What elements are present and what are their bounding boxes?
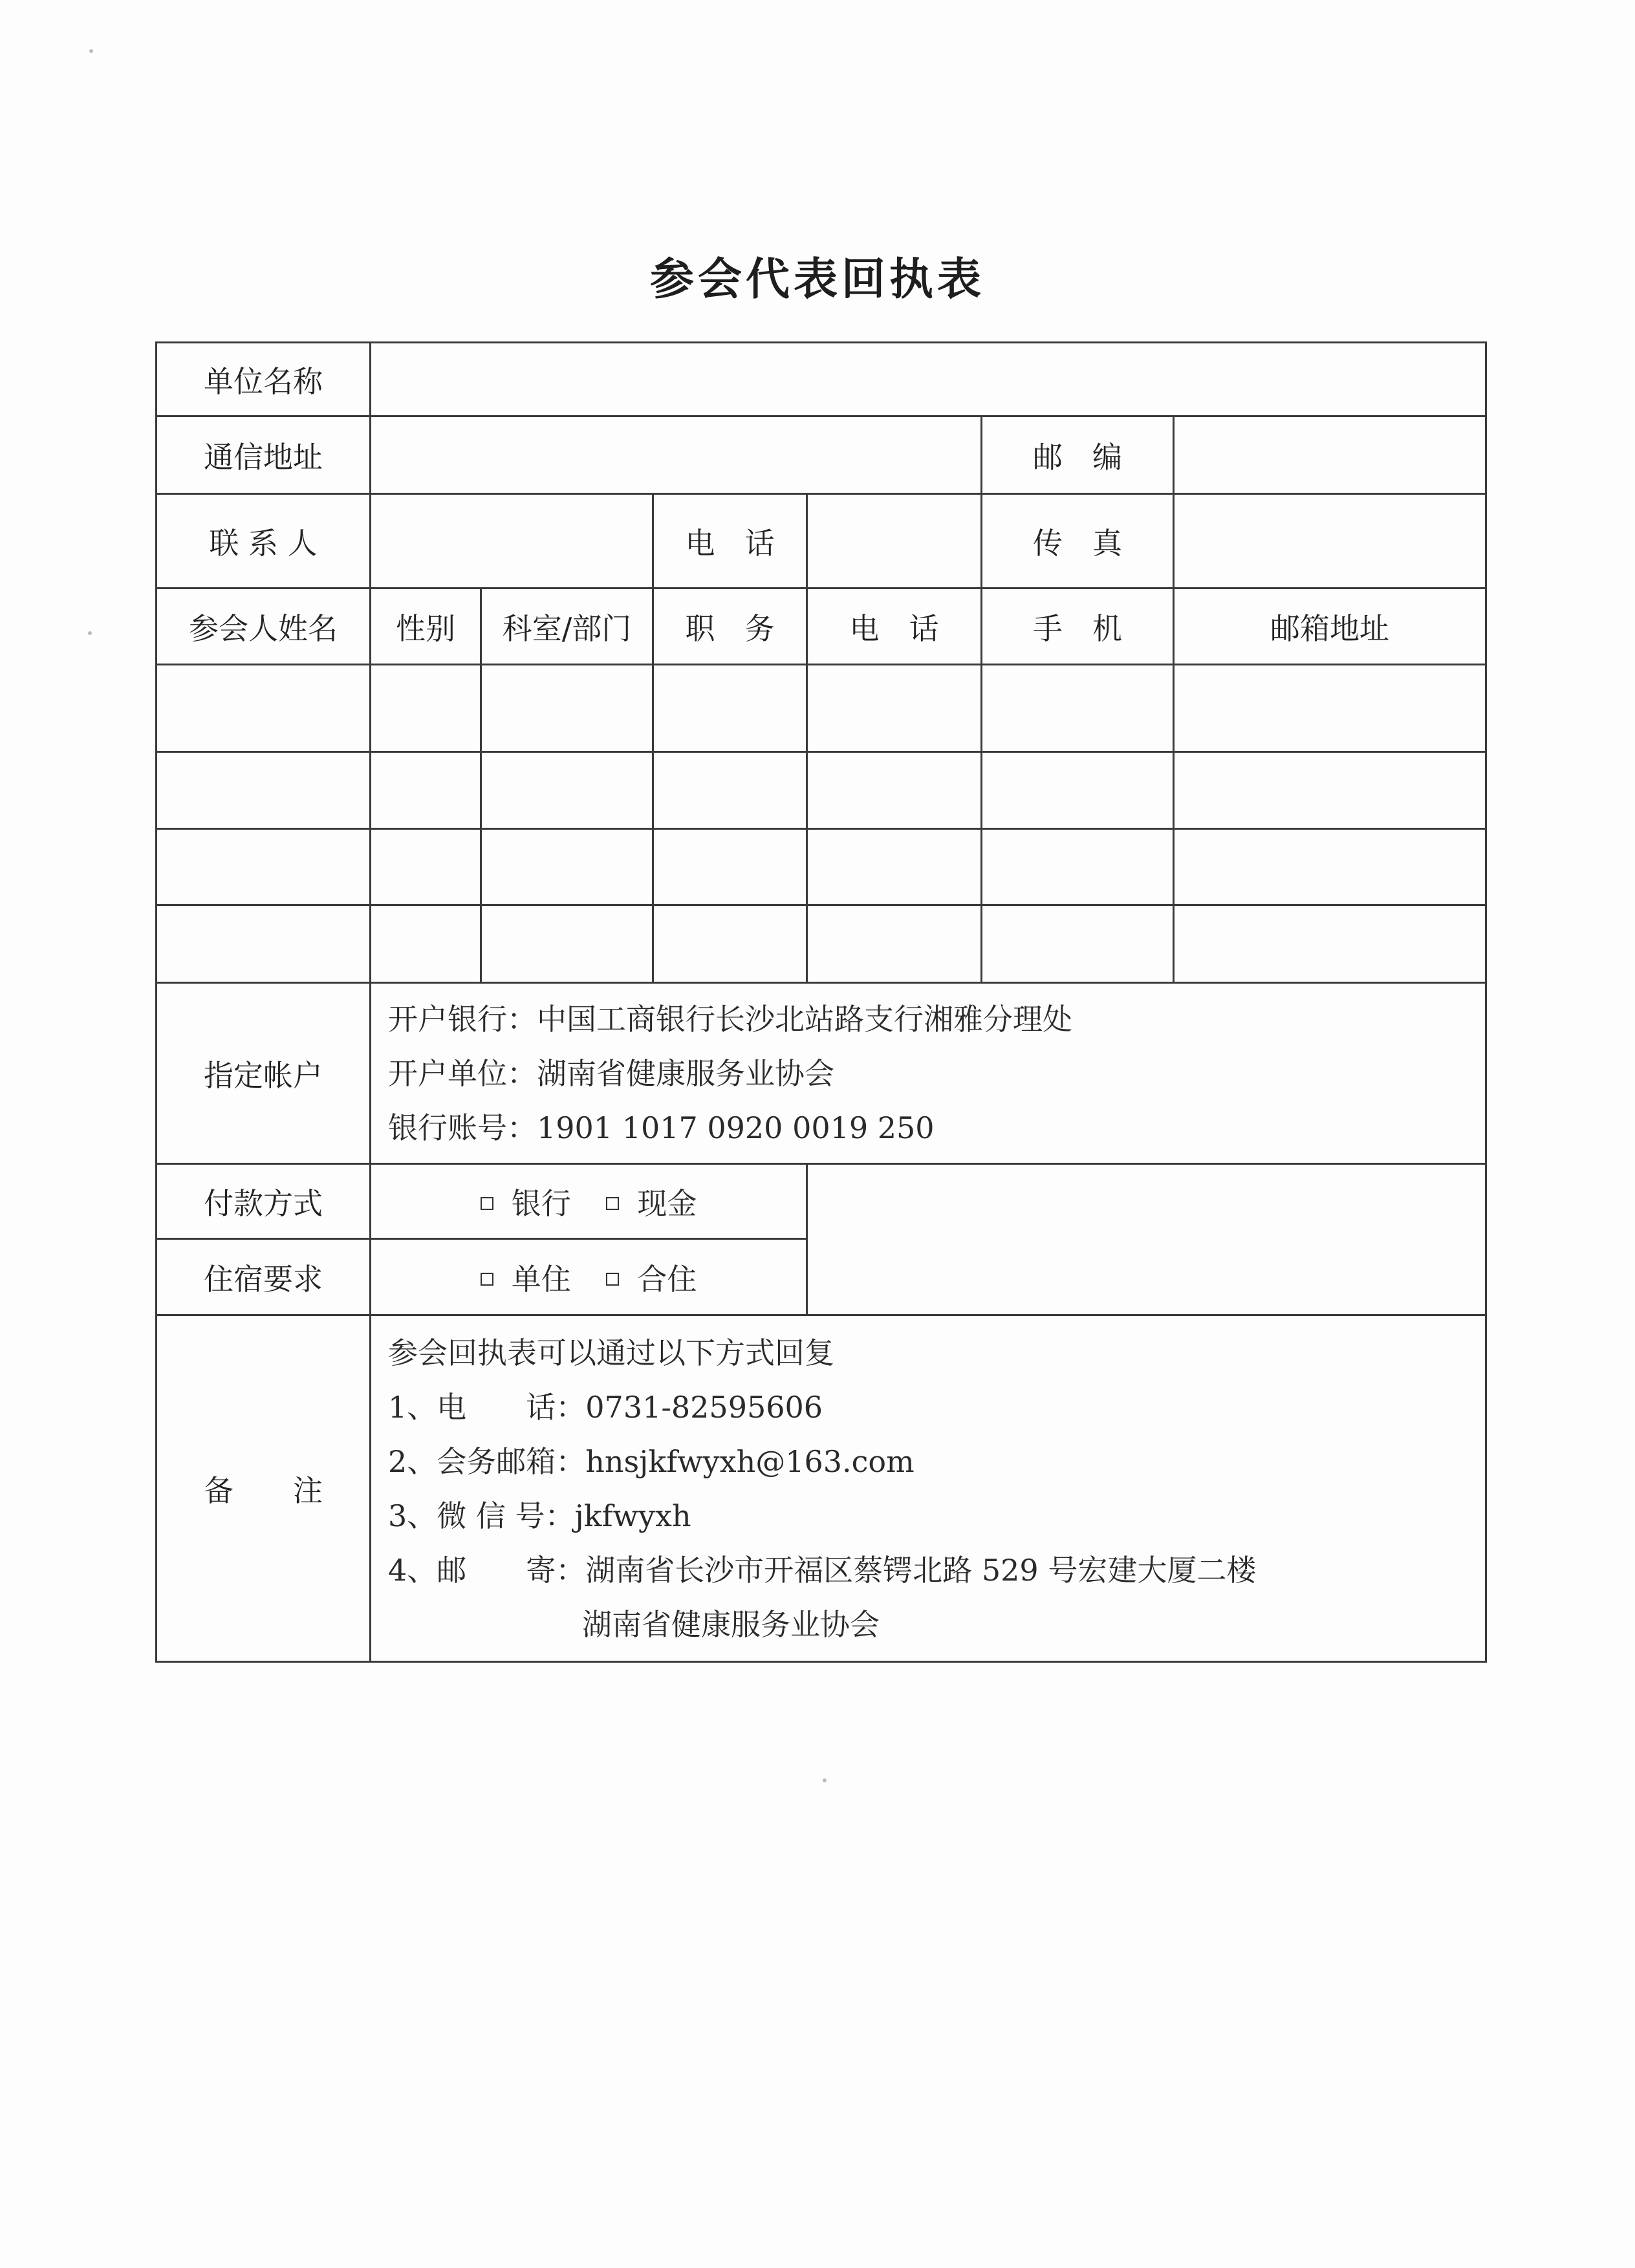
payment-lodging-blank [807,1164,1486,1315]
attendee-gender-cell[interactable] [371,752,481,829]
address-row [157,416,1486,494]
attendee-gender-cell[interactable] [371,829,481,905]
lodging-single-option[interactable] [481,1256,571,1299]
attendee-email-cell[interactable] [1174,905,1486,983]
remarks-row [157,1315,1486,1662]
attendee-phone-cell[interactable] [807,752,982,829]
attendee-name-cell[interactable] [157,829,371,905]
attendee-header-row [157,589,1486,665]
lodging-shared-label: 合住 [637,1261,697,1297]
remarks-label: 备 注 [157,1315,371,1662]
attendee-department-cell[interactable] [481,905,653,983]
account-details [371,983,1486,1164]
holder-value: 湖南省健康服务业协会 [537,1055,834,1091]
form-title: 参会代表回执表 [649,254,985,305]
remarks-phone-key: 1、电 话： [388,1389,586,1425]
attendee-email-cell[interactable] [1174,665,1486,752]
payment-row [157,1164,1486,1239]
attendee-name-cell[interactable] [157,752,371,829]
receipt-form-table [155,341,1487,1663]
attendee-department-cell[interactable] [481,829,653,905]
holder-line [388,1046,1485,1101]
checkbox-icon[interactable] [606,1273,619,1286]
remarks-mail-value: 湖南省长沙市开福区蔡锷北路 529 号宏建大厦二楼 [585,1552,1257,1588]
remarks-email-key: 2、会务邮箱： [388,1443,586,1479]
attendee-phone-cell[interactable] [807,829,982,905]
attendee-email-cell[interactable] [1174,752,1486,829]
checkbox-icon[interactable] [481,1273,493,1286]
attendee-mobile-cell[interactable] [982,905,1174,983]
attendee-department-header: 科室/部门 [481,589,653,665]
remarks-wechat-line [388,1489,1485,1543]
payment-bank-option[interactable] [481,1180,571,1223]
lodging-single-label: 单住 [511,1261,571,1297]
contact-row [157,494,1486,589]
remarks-content [371,1315,1486,1662]
payment-label: 付款方式 [157,1164,371,1239]
unit-name-row [157,343,1486,416]
attendee-position-cell[interactable] [653,829,807,905]
account-number-key: 银行账号： [388,1110,537,1145]
attendee-mobile-cell[interactable] [982,829,1174,905]
contact-field[interactable] [371,494,653,589]
postcode-label: 邮 编 [982,416,1174,494]
attendee-position-cell[interactable] [653,665,807,752]
attendee-row [157,752,1486,829]
attendee-row [157,905,1486,983]
contact-label: 联 系 人 [157,494,371,589]
scan-speck [89,49,93,53]
fax-field[interactable] [1174,494,1486,589]
attendee-name-cell[interactable] [157,665,371,752]
attendee-mobile-cell[interactable] [982,665,1174,752]
attendee-position-cell[interactable] [653,905,807,983]
fax-label: 传 真 [982,494,1174,589]
remarks-mail-line [388,1543,1485,1597]
attendee-row [157,665,1486,752]
attendee-phone-cell[interactable] [807,905,982,983]
phone-label: 电 话 [653,494,807,589]
attendee-email-header: 邮箱地址 [1174,589,1486,665]
remarks-mail-recipient: 湖南省健康服务业协会 [582,1606,880,1642]
holder-key: 开户单位： [388,1055,537,1091]
remarks-wechat-value: jkfwyxh [574,1498,691,1533]
postcode-field[interactable] [1174,416,1486,494]
attendee-position-cell[interactable] [653,752,807,829]
account-label: 指定帐户 [157,983,371,1164]
remarks-wechat-key: 3、微 信 号： [388,1498,575,1533]
payment-cash-option[interactable] [606,1180,697,1223]
attendee-phone-cell[interactable] [807,665,982,752]
account-row [157,983,1486,1164]
payment-options [371,1164,807,1239]
lodging-options [371,1239,807,1315]
remarks-mail-key: 4、邮 寄： [388,1552,586,1588]
phone-field[interactable] [807,494,982,589]
payment-cash-label: 现金 [637,1185,697,1221]
attendee-gender-header: 性别 [371,589,481,665]
bank-value: 中国工商银行长沙北站路支行湘雅分理处 [537,1001,1072,1037]
remarks-email-value: hnsjkfwyxh@163.com [585,1443,915,1479]
scan-speck [823,1778,827,1782]
bank-key: 开户银行： [388,1001,537,1037]
remarks-phone-line [388,1380,1485,1434]
lodging-shared-option[interactable] [606,1256,697,1299]
account-number-line [388,1101,1485,1155]
remarks-intro: 参会回执表可以通过以下方式回复 [388,1335,834,1370]
attendee-department-cell[interactable] [481,665,653,752]
checkbox-icon[interactable] [481,1197,493,1210]
attendee-mobile-cell[interactable] [982,752,1174,829]
attendee-gender-cell[interactable] [371,905,481,983]
remarks-email-line [388,1434,1485,1489]
attendee-row [157,829,1486,905]
attendee-mobile-header: 手 机 [982,589,1174,665]
attendee-name-header: 参会人姓名 [157,589,371,665]
attendee-gender-cell[interactable] [371,665,481,752]
attendee-name-cell[interactable] [157,905,371,983]
checkbox-icon[interactable] [606,1197,619,1210]
attendee-phone-header: 电 话 [807,589,982,665]
account-number-value: 1901 1017 0920 0019 250 [537,1110,935,1145]
payment-bank-label: 银行 [511,1185,571,1221]
attendee-position-header: 职 务 [653,589,807,665]
scan-speck [88,631,92,635]
remarks-phone-value: 0731-82595606 [585,1389,823,1425]
unit-name-field[interactable] [371,343,1486,416]
address-label: 通信地址 [157,416,371,494]
lodging-label: 住宿要求 [157,1239,371,1315]
attendee-department-cell[interactable] [481,752,653,829]
address-field[interactable] [371,416,982,494]
attendee-email-cell[interactable] [1174,829,1486,905]
unit-name-label: 单位名称 [157,343,371,416]
bank-line [388,992,1485,1046]
